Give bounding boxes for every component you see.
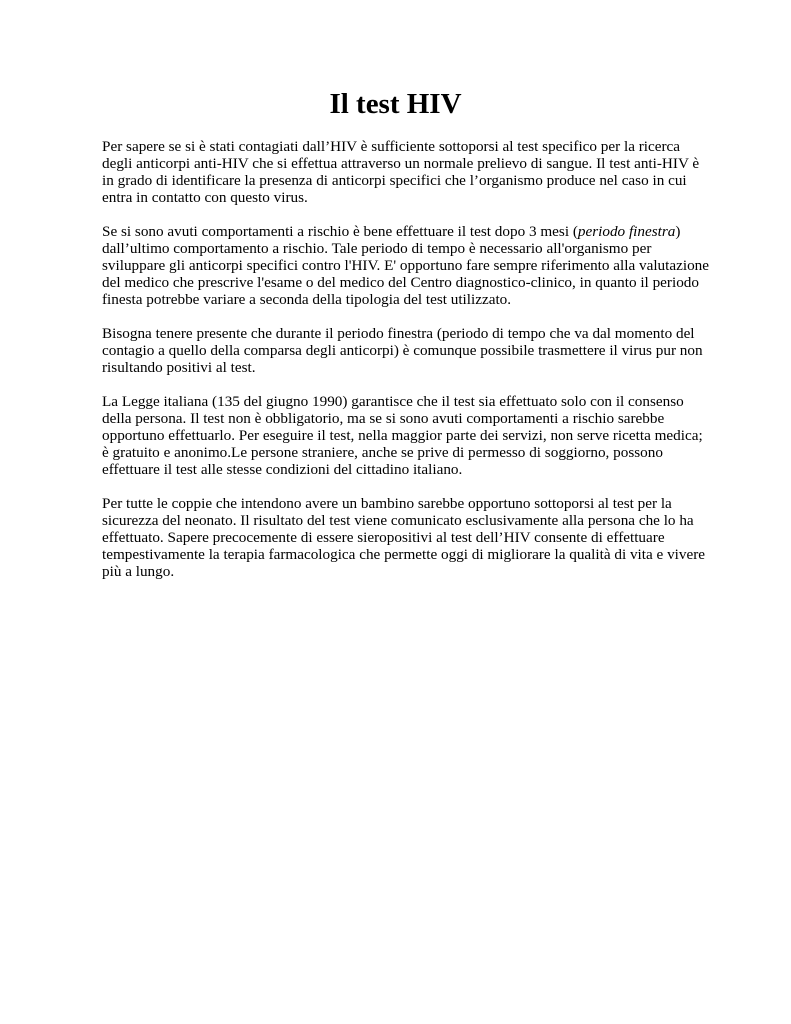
paragraph-transmission [102, 325, 703, 376]
text-line: più a lungo. [102, 563, 175, 580]
text-line: è gratuito e anonimo.Le persone straniere, anche se prive di permesso di soggiorno, possono [102, 444, 663, 461]
paragraph-window-period [102, 223, 710, 308]
text-line: dall’ultimo comportamento a rischio. Tale periodo di tempo è necessario all'organismo per [102, 240, 652, 257]
text-line: effettuato. Sapere precocemente di essere sieropositivi al test dell’HIV consente di effettuare [102, 529, 665, 546]
paragraph-law [102, 393, 703, 478]
text-line: risultando positivi al test. [102, 359, 256, 376]
text-line [102, 223, 692, 240]
text-line: La Legge italiana (135 del giugno 1990) garantisce che il test sia effettuato solo con il consenso [102, 393, 684, 410]
text-line: in grado di identificare la presenza di anticorpi specifici che l’organismo produce nel caso in cui [102, 172, 687, 189]
paragraph-couples [102, 495, 706, 580]
text-line: Bisogna tenere presente che durante il periodo finestra (periodo di tempo che va dal momento del [102, 325, 695, 342]
text-line: degli anticorpi anti-HIV che si effettua attraverso un normale prelievo di sangue. Il test anti-HIV è [102, 155, 700, 172]
text-line: della persona. Il test non è obbligatorio, ma se si sono avuti comportamenti a rischio sarebbe [102, 410, 665, 427]
text-line: finesta potrebbe variare a seconda della tipologia del test utilizzato. [102, 291, 512, 308]
document-body [102, 138, 710, 597]
text-segment: Se si sono avuti comportamenti a rischio è bene effettuare il test dopo 3 mesi ( [102, 223, 578, 240]
page-title: Il test HIV [329, 88, 462, 120]
text-line: Per tutte le coppie che intendono avere un bambino sarebbe opportuno sottoporsi al test per la [102, 495, 672, 512]
text-line: sicurezza del neonato. Il risultato del test viene comunicato esclusivamente alla persona che lo ha [102, 512, 694, 529]
text-line: sviluppare gli anticorpi specifici contro l'HIV. E' opportuno fare sempre riferimento alla valutazione [102, 257, 710, 274]
text-line: contagio a quello della comparsa degli anticorpi) è comunque possibile trasmettere il virus pur non [102, 342, 703, 359]
text-line: del medico che prescrive l'esame o del medico del Centro diagnostico-clinico, in quanto il periodo [102, 274, 699, 291]
text-line: tempestivamente la terapia farmacologica che permette oggi di migliorare la qualità di vita e vivere [102, 546, 706, 563]
text-segment: ) [675, 223, 681, 240]
text-line: entra in contatto con questo virus. [102, 189, 308, 206]
italic-term: periodo finestra [577, 223, 676, 240]
text-line: opportuno effettuarlo. Per eseguire il test, nella maggior parte dei servizi, non serve ricetta medica; [102, 427, 703, 444]
text-line: Per sapere se si è stati contagiati dall’HIV è sufficiente sottoporsi al test specifico per la ricerca [102, 138, 681, 155]
paragraph-test-intro [102, 138, 700, 206]
text-line: effettuare il test alle stesse condizioni del cittadino italiano. [102, 461, 463, 478]
